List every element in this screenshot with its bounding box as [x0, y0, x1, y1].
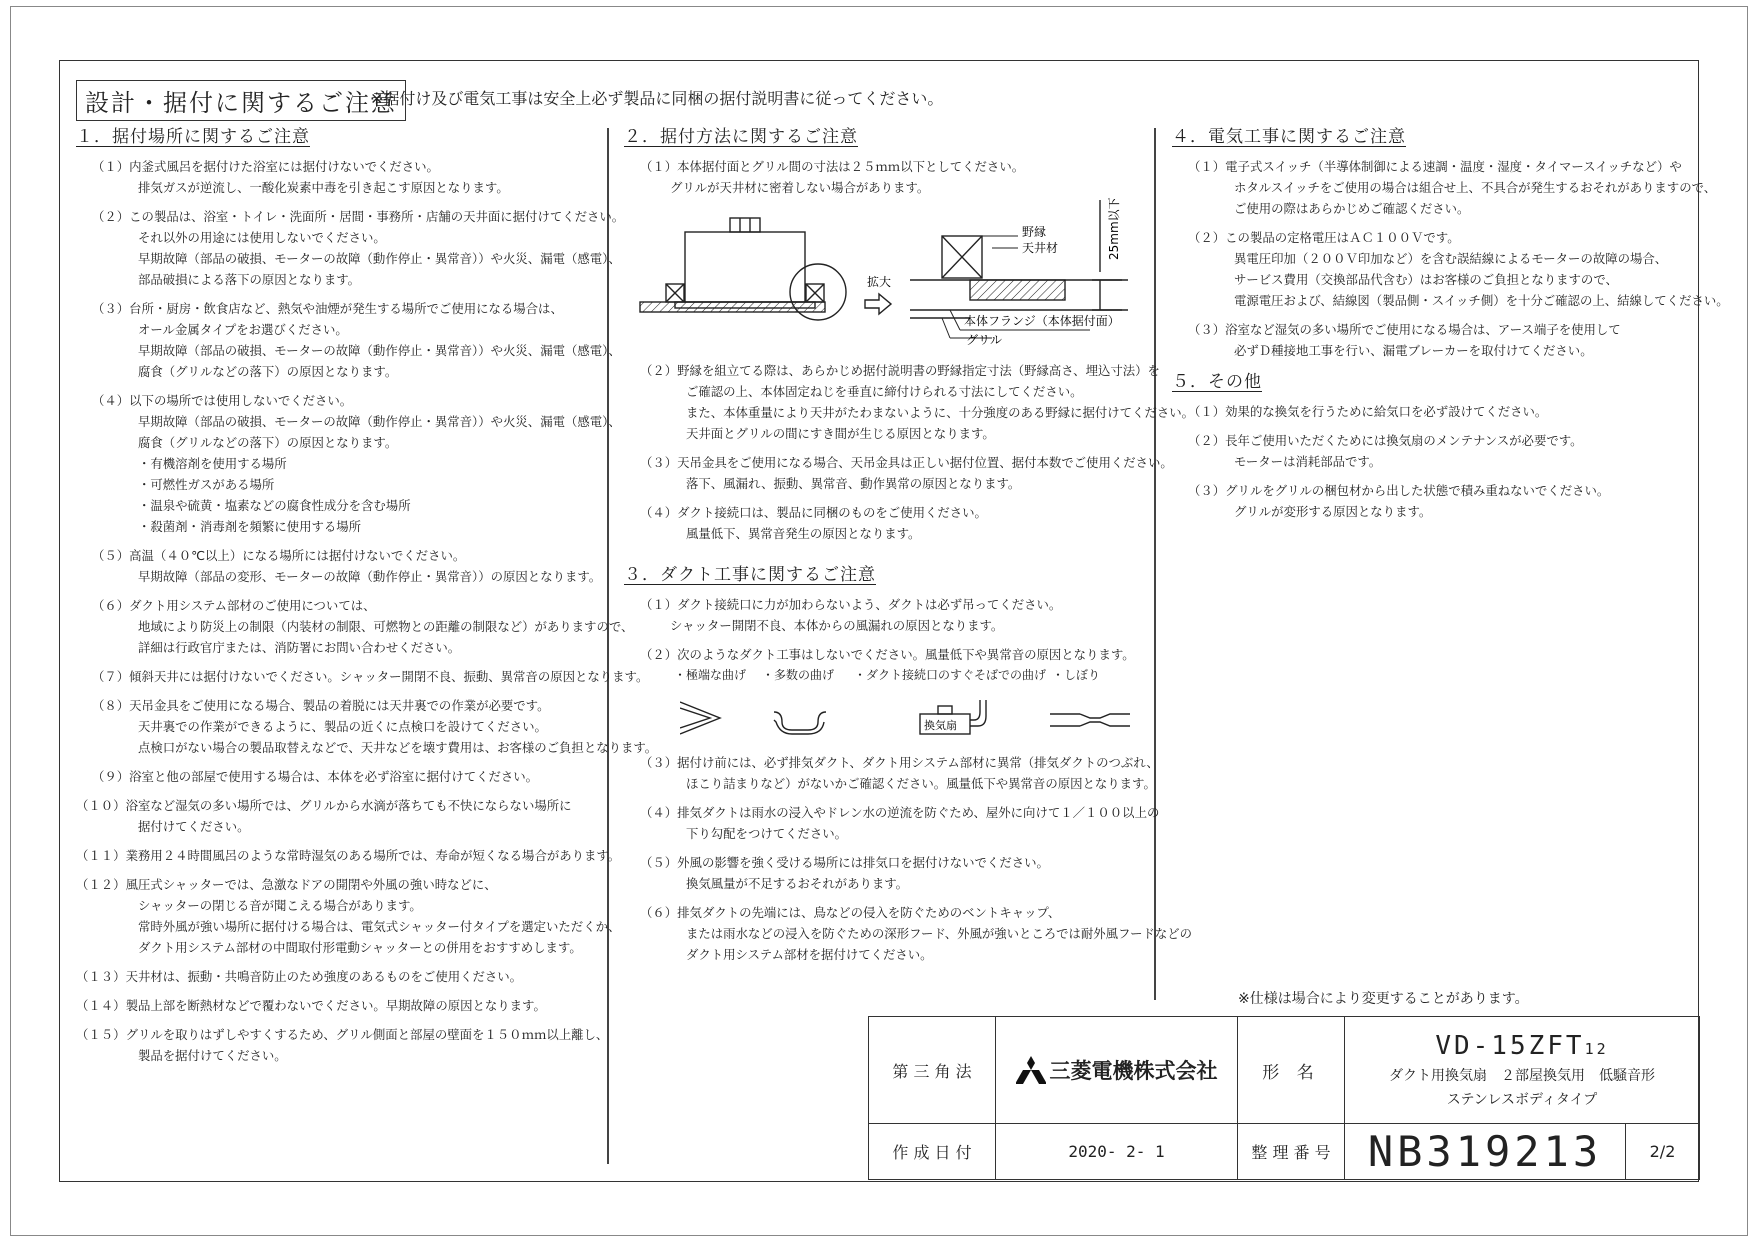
note-item: [76, 766, 657, 787]
title-block: [868, 1016, 1700, 1180]
item-text: 風量低下、異常音発生の原因となります。: [686, 526, 921, 541]
item-number: （８）: [92, 698, 130, 713]
item-number: （１０）: [76, 798, 126, 813]
item-text: サービス費用（交換部品代含む）はお客様のご負担となりますので、: [1234, 272, 1618, 287]
note-item: [76, 298, 657, 382]
item-text: 天井面とグリルの間にすき間が生じる原因となります。: [686, 426, 995, 441]
item-text: 換気風量が不足するおそれがあります。: [686, 876, 909, 891]
item-number: （１３）: [76, 969, 126, 984]
model-cell: [1344, 1016, 1700, 1124]
section-heading: ２．据付方法に関するご注意: [624, 127, 858, 147]
note-item: [76, 156, 657, 198]
projection-cell: 第 三 角 法: [868, 1016, 996, 1124]
item-text: 異電圧印加（２００Ｖ印加など）を含む誤結線によるモーターの故障の場合、: [1234, 251, 1668, 266]
item-text: 常時外風が強い場所に据付ける場合は、電気式シャッター付タイプを選定いただくか、: [138, 919, 621, 934]
item-number: （３）: [1188, 483, 1226, 498]
item-text: ご使用の際はあらかじめご確認ください。: [1234, 201, 1470, 216]
note-item: [624, 852, 1192, 894]
item-text: グリルを取りはずしやすくするため、グリル側面と部屋の壁面を１５０ｍｍ以上離し、: [125, 1027, 609, 1042]
date-label: 作 成 日 付: [868, 1123, 996, 1180]
item-number: （２）: [1188, 230, 1226, 245]
item-text: ダクト用システム部材を据付けてください。: [686, 947, 933, 962]
duct-examples-diagram: [680, 700, 1130, 740]
item-text: 排気ガスが逆流し、一酸化炭素中毒を引き起こす原因となります。: [138, 180, 509, 195]
note-item: [624, 802, 1192, 844]
note-item: [76, 874, 657, 958]
item-text: 業務用２４時間風呂のような常時湿気のある場所では、寿命が短くなる場合があります。: [125, 848, 621, 863]
note-item: [1172, 480, 1729, 522]
item-text: この製品は、浴室・トイレ・洗面所・居間・事務所・店舗の天井面に据付けてください。: [129, 209, 625, 224]
drawing-number: NB319213: [1344, 1123, 1626, 1180]
item-text: 高温（４０℃以上）になる場所には据付けないでください。: [129, 548, 466, 563]
item-text: 製品を据付けてください。: [138, 1048, 287, 1063]
item-text: 野縁を組立てる際は、あらかじめ据付説明書の野縁指定寸法（野縁高さ、埋込寸法）を: [677, 363, 1160, 378]
item-text: ・殺菌剤・消毒剤を頻繁に使用する場所: [138, 519, 362, 534]
item-text: グリルをグリルの梱包材から出した状態で積み重ねないでください。: [1225, 483, 1610, 498]
note-item: [1172, 319, 1729, 361]
section-4: [1172, 124, 1729, 530]
page-number: 2/2: [1625, 1123, 1700, 1180]
model-subdescription: ステンレスボディタイプ: [1446, 1092, 1598, 1108]
item-text: 天吊金具をご使用になる場合、製品の着脱には天井裏での作業が必要です。: [129, 698, 550, 713]
item-text: 腐食（グリルなどの落下）の原因となります。: [138, 435, 398, 450]
note-item: （１）ダクト接続口に力が加わらないよう、ダクトは必ず吊ってください。 シャッター開閉不良、本体からの風漏れの原因となります。: [640, 597, 1062, 633]
item-text: 据付け前には、必ず排気ダクト、ダクト用システム部材に異常（排気ダクトのつぶれ、: [677, 755, 1159, 770]
item-text: ダクト用システム部材の中間取付形電動シャッターとの併用をおすすめします。: [138, 940, 582, 955]
item-text: ダクト接続口は、製品に同梱のものをご使用ください。: [677, 505, 987, 520]
model-number: VD-15ZFT: [1435, 1031, 1585, 1061]
note-item: [76, 1024, 657, 1066]
item-text: 浴室など湿気の多い場所でご使用になる場合は、アース端子を使用して: [1225, 322, 1621, 337]
item-number: （２）: [1188, 433, 1226, 448]
item-text: グリルが変形する原因となります。: [1234, 504, 1432, 519]
item-text: 落下、風漏れ、振動、異常音、動作異常の原因となります。: [686, 476, 1021, 491]
note-item: [76, 545, 657, 587]
item-text: 地域により防災上の制限（内装材の制限、可燃物との距離の制限など）がありますので、: [138, 619, 634, 634]
item-number: （５）: [92, 548, 130, 563]
section-1: [76, 124, 657, 1074]
section-3-items: [624, 752, 1192, 973]
label-dimension: 25mm以下: [1107, 197, 1121, 260]
item-text: 排気ダクトの先端には、鳥などの侵入を防ぐためのベントキャップ、: [677, 905, 1061, 920]
page-title: 設計・据付に関するご注意: [76, 80, 406, 121]
note-item: [1172, 227, 1729, 311]
section-heading: １．据付場所に関するご注意: [76, 127, 310, 147]
item-text: ・可燃性ガスがある場所: [138, 477, 275, 492]
note-item: [1172, 156, 1729, 219]
note-item: [624, 902, 1192, 965]
example-sharp-bend: ・極端な曲げ: [674, 668, 747, 682]
note-item: [76, 666, 657, 687]
note-item: [76, 845, 657, 866]
item-text: 天井裏での作業ができるように、製品の近くに点検口を設けてください。: [138, 719, 547, 734]
item-number: （３）: [1188, 322, 1226, 337]
company-cell: [995, 1016, 1238, 1124]
item-text: 以下の場所では使用しないでください。: [129, 393, 353, 408]
item-number: （２）: [92, 209, 130, 224]
item-number: （１４）: [76, 998, 126, 1013]
example-bend-near-outlet: ・ダクト接続口のすぐそばでの曲げ: [854, 668, 1047, 682]
note-item: [76, 595, 657, 658]
section-2-items: [624, 360, 1194, 552]
item-text: 天吊金具をご使用になる場合、天吊金具は正しい据付位置、据付本数でご使用ください。: [677, 455, 1173, 470]
item-number: （７）: [92, 669, 130, 684]
item-text: 外風の影響を強く受ける場所には排気口を据付けないでください。: [677, 855, 1049, 870]
item-number: （１）: [1188, 404, 1226, 419]
note-item: [624, 752, 1192, 794]
item-text: 電子式スイッチ（半導体制御による速調・温度・湿度・タイマースイッチなど）や: [1225, 159, 1682, 174]
item-number: （４）: [92, 393, 130, 408]
item-text: 早期故障（部品の破損、モーターの故障（動作停止・異常音））や火災、漏電（感電）、: [138, 251, 621, 266]
section-heading: ５．その他: [1172, 372, 1262, 392]
item-text: 効果的な換気を行うために給気口を必ず設けてください。: [1225, 404, 1548, 419]
section-heading: ４．電気工事に関するご注意: [1172, 127, 1406, 147]
item-text: 浴室と他の部屋で使用する場合は、本体を必ず浴室に据付けてください。: [129, 769, 539, 784]
creation-date: 2020- 2- 1: [995, 1123, 1238, 1180]
item-number: （３）: [92, 301, 130, 316]
item-text: ホタルスイッチをご使用の場合は組合せ上、不具合が発生するおそれがありますので、: [1234, 180, 1717, 195]
item-text: 必ずＤ種接地工事を行い、漏電ブレーカーを取付けてください。: [1234, 343, 1593, 358]
item-text: 電源電圧および、結線図（製品側・スイッチ側）を十分ご確認の上、結線してください。: [1234, 293, 1729, 308]
item-number: （１２）: [76, 877, 126, 892]
note-item: [76, 966, 657, 987]
section-3: [624, 562, 1135, 687]
note-item: [76, 795, 657, 837]
item-text: または雨水などの浸入を防ぐための深形フード、外風が強いところでは耐外風フードなどの: [686, 926, 1193, 941]
mitsubishi-logo-icon: [1016, 1056, 1046, 1084]
number-label: 整 理 番 号: [1237, 1123, 1345, 1180]
title-note: ※据付け及び電気工事は安全上必ず製品に同梱の据付説明書に従ってください。: [370, 89, 944, 108]
item-number: （１５）: [76, 1027, 126, 1042]
item-text: 早期故障（部品の破損、モーターの故障（動作停止・異常音））や火災、漏電（感電）、: [138, 414, 621, 429]
note-item: [76, 995, 657, 1016]
item-number: （４）: [640, 805, 678, 820]
model-description: ダクト用換気扇 ２部屋換気用 低騒音形: [1389, 1068, 1655, 1084]
item-text: モーターは消耗部品です。: [1234, 454, 1382, 469]
item-text: シャッターの閉じる音が聞こえる場合があります。: [138, 898, 422, 913]
item-text: 早期故障（部品の破損、モーターの故障（動作停止・異常音））や火災、漏電（感電）、: [138, 343, 621, 358]
item-text: また、本体重量により天井がたわまないように、十分強度のある野縁に据付けてください。: [686, 405, 1195, 420]
item-number: （６）: [92, 598, 130, 613]
item-text: 排気ダクトは雨水の浸入やドレン水の逆流を防ぐため、屋外に向けて１／１００以上の: [677, 805, 1160, 820]
item-number: （１）: [92, 159, 130, 174]
label-ceiling: 天井材: [1022, 241, 1059, 255]
item-text: 浴室など湿気の多い場所では、グリルから水滴が落ちても不快にならない場所に: [125, 798, 572, 813]
item-number: （１１）: [76, 848, 126, 863]
item-text: ご確認の上、本体固定ねじを垂直に締付けられる寸法にしてください。: [686, 384, 1083, 399]
model-suffix: 12: [1584, 1040, 1609, 1058]
item-number: （４）: [640, 505, 678, 520]
note-item: [76, 695, 657, 758]
item-number: （９）: [92, 769, 130, 784]
item-text: 風圧式シャッターでは、急激なドアの開閉や外風の強い時などに、: [125, 877, 497, 892]
label-flange: 本体フランジ（本体据付面）: [964, 314, 1120, 328]
item-text: 下り勾配をつけてください。: [686, 826, 848, 841]
model-label: 形 名: [1237, 1016, 1345, 1124]
note-item: [624, 502, 1194, 544]
item-text: 据付けてください。: [138, 819, 250, 834]
item-number: （３）: [640, 755, 678, 770]
item-number: （２）: [640, 363, 678, 378]
note-item: [76, 390, 657, 537]
item-number: （５）: [640, 855, 678, 870]
label-grille: グリル: [966, 333, 1003, 347]
example-many-bends: ・多数の曲げ: [762, 668, 835, 682]
install-dimension-diagram: [630, 180, 1150, 355]
item-text: 長年ご使用いただくためには換気扇のメンテナンスが必要です。: [1225, 433, 1583, 448]
company-name: 三菱電機株式会社: [1049, 1059, 1218, 1083]
fan-label: 換気扇: [924, 719, 957, 732]
item-text: 台所・厨房・飲食店など、熱気や油煙が発生する場所でご使用になる場合は、: [129, 301, 563, 316]
note-item: [76, 206, 657, 290]
item-text: ・温泉や硫黄・塩素などの腐食性成分を含む場所: [138, 498, 411, 513]
item-text: この製品の定格電圧はＡＣ１００Ｖです。: [1225, 230, 1460, 245]
item-number: （１）: [1188, 159, 1226, 174]
spec-change-note: ※仕様は場合により変更することがあります。: [1238, 991, 1529, 1007]
item-text: 腐食（グリルなどの落下）の原因となります。: [138, 364, 398, 379]
label-enlarge: 拡大: [867, 275, 892, 289]
note-item: （１）本体据付面とグリル間の寸法は２５ｍｍ以下としてください。 グリルが天井材に密着しない場合があります。: [640, 159, 1025, 195]
item-text: 詳細は行政官庁または、消防署にお問い合わせください。: [138, 640, 461, 655]
item-text: 天井材は、振動・共鳴音防止のため強度のあるものをご使用ください。: [125, 969, 523, 984]
note-item: [624, 360, 1194, 444]
item-text: 部品破損による落下の原因となります。: [138, 272, 361, 287]
item-text: ・有機溶剤を使用する場所: [138, 456, 287, 471]
item-text: 点検口がない場合の製品取替えなどで、天井などを壊す費用は、お客様のご負担となります。: [138, 740, 658, 755]
item-number: （３）: [640, 455, 678, 470]
item-number: （６）: [640, 905, 678, 920]
bad-duct-examples: [624, 665, 1135, 687]
note-item: [624, 452, 1194, 494]
item-text: 製品上部を断熱材などで覆わないでください。早期故障の原因となります。: [125, 998, 546, 1013]
note-item: [1172, 401, 1729, 422]
item-text: それ以外の用途には使用しないでください。: [138, 230, 386, 245]
section-1-items: [76, 156, 657, 1066]
label-joist: 野縁: [1022, 225, 1047, 239]
item-text: 傾斜天井には据付けないでください。シャッター開閉不良、振動、異常音の原因となります。: [129, 669, 649, 684]
note-item: （２）次のようなダクト工事はしないでください。風量低下や異常音の原因となります。: [640, 647, 1135, 662]
item-text: 早期故障（部品の変形、モーターの故障（動作停止・異常音））の原因となります。: [138, 569, 602, 584]
item-text: ダクト用システム部材のご使用については、: [129, 598, 376, 613]
item-text: オール金属タイプをお選びください。: [138, 322, 348, 337]
example-constriction: ・しぼり: [1052, 668, 1101, 682]
section-heading: ３．ダクト工事に関するご注意: [624, 565, 876, 585]
item-text: ほこり詰まりなど）がないかご確認ください。風量低下や異常音の原因となります。: [686, 776, 1156, 791]
item-text: 内釜式風呂を据付けた浴室には据付けないでください。: [129, 159, 439, 174]
note-item: [1172, 430, 1729, 472]
